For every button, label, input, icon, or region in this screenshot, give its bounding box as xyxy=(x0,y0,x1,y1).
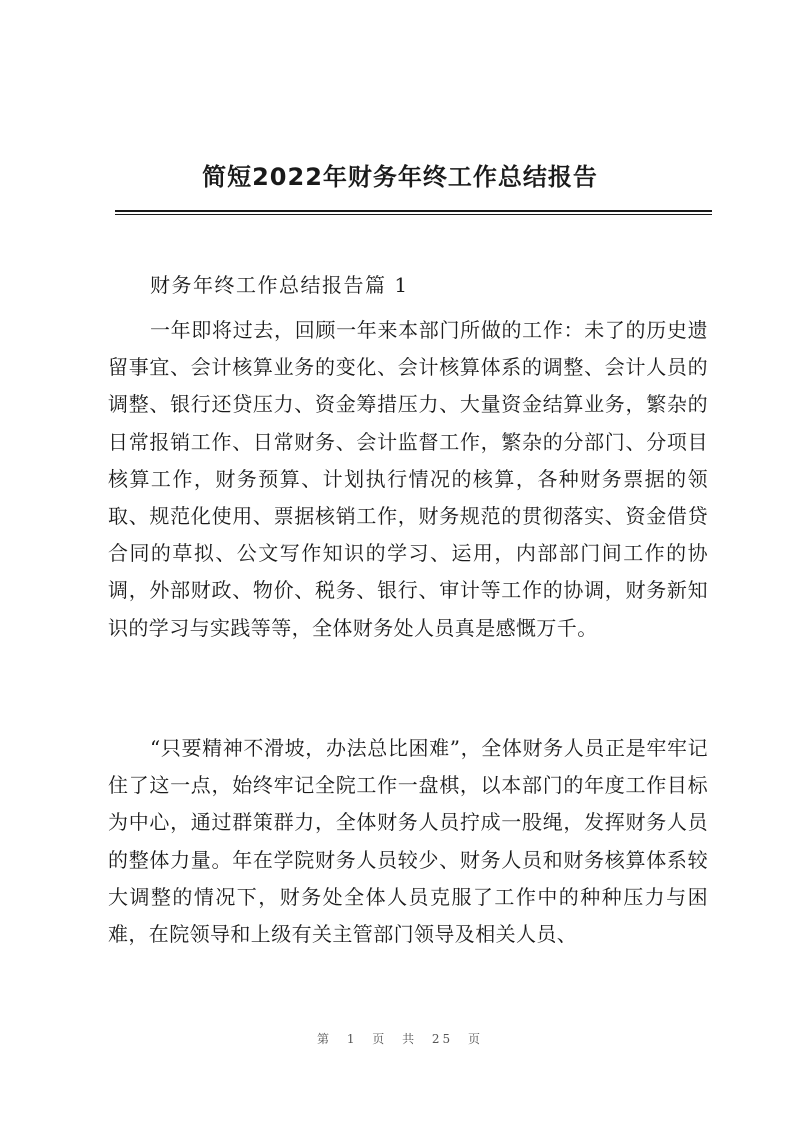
page-footer: 第 1 页 共 25 页 xyxy=(317,1032,483,1046)
body-paragraph: “只要精神不滑坡，办法总比困难”，全体财务人员正是牢牢记住了这一点，始终牢记全院工作一盘棋，以本部门的年度工作目标为中心，通过群策群力，全体财务人员拧成一股绳，发挥财务人员的整体力量。年在学院财务人员较少、财务人员和财务核算体系较大调整的情况下，财务处全体人员克服了工作中的种种压力与困难，在院领导和上级有关主管部门领导及相关人员、 xyxy=(108,736,708,947)
page-title: 简短2022年财务年终工作总结报告 xyxy=(202,163,598,191)
section-heading: 财务年终工作总结报告篇 1 xyxy=(150,273,409,297)
title-rule-thick xyxy=(115,210,712,212)
body-paragraph: 一年即将过去，回顾一年来本部门所做的工作：未了的历史遗留事宜、会计核算业务的变化、会计核算体系的调整、会计人员的调整、银行还贷压力、资金筹措压力、大量资金结算业务，繁杂的日常报销工作、日常财务、会计监督工作，繁杂的分部门、分项目核算工作，财务预算、计划执行情况的核算，各种财务票据的领取、规范化使用、票据核销工作，财务规范的贯彻落实、资金借贷合同的草拟、公文写作知识的学习、运用，内部部门间工作的协调，外部财政、物价、税务、银行、审计等工作的协调，财务新知识的学习与实践等等，全体财务处人员真是感慨万千。 xyxy=(108,318,708,640)
title-rule-thin xyxy=(115,214,712,215)
